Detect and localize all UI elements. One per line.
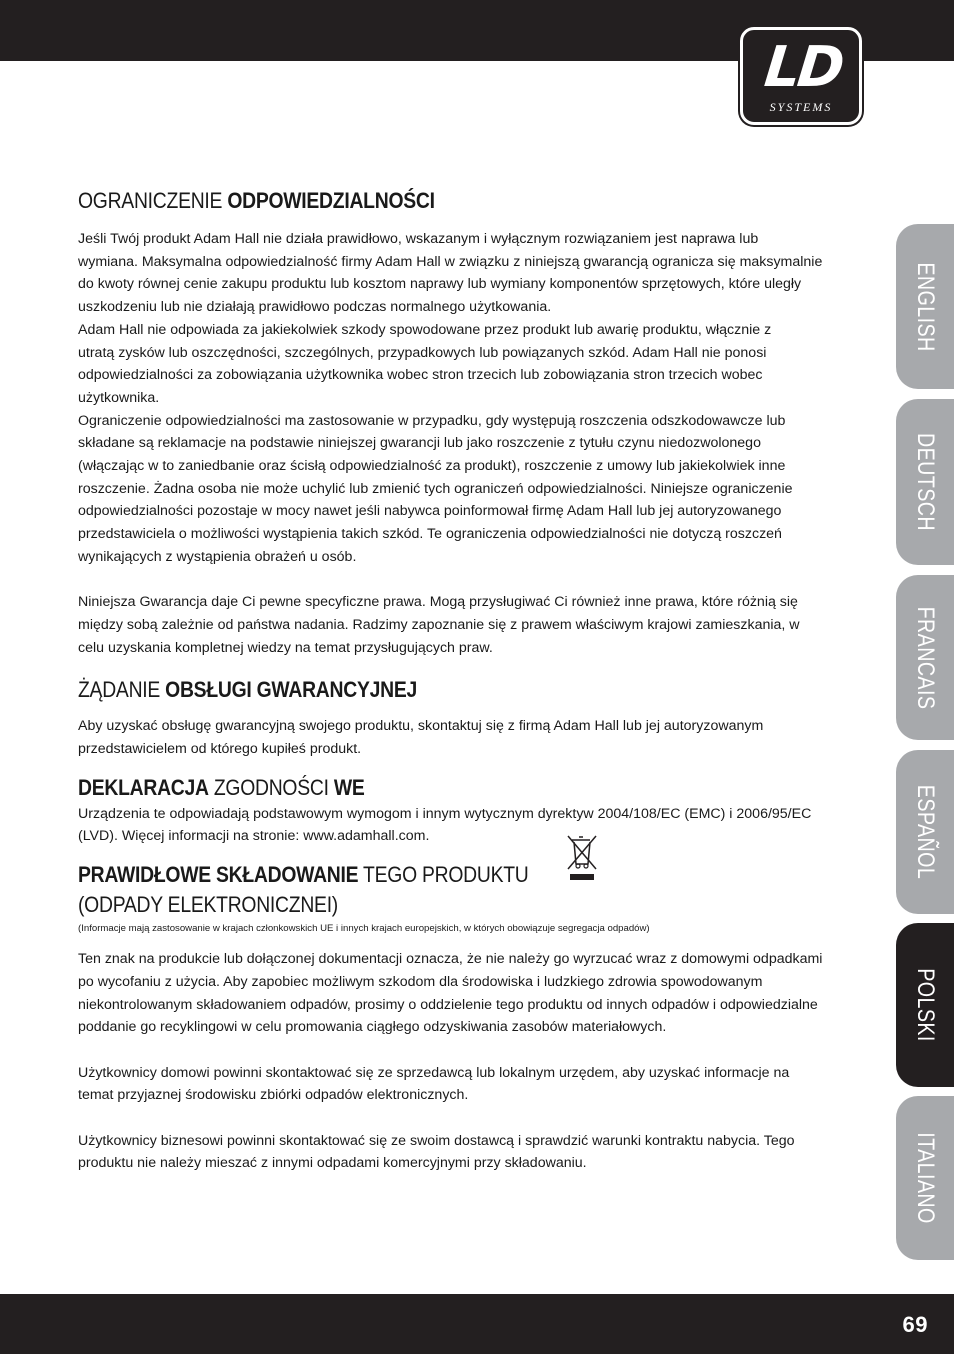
logo-systems-text: SYSTEMS	[769, 100, 833, 114]
ld-systems-logo	[740, 27, 862, 125]
tab-italiano[interactable]: ITALIANO	[896, 1096, 954, 1260]
page-content	[78, 186, 878, 1175]
text-line: między sobą zależnie od państwa nadania. Radzimy zapoznanie się z prawem właściwym krajowi zamieszkania, w	[78, 616, 800, 633]
tab-espanol[interactable]: ESPAÑOL	[896, 750, 954, 914]
declaration-text	[78, 803, 878, 848]
disposal-paragraph-3	[78, 1130, 878, 1175]
crossed-out-wheelie-bin-icon	[566, 834, 598, 882]
disposal-paragraph-2	[78, 1062, 878, 1107]
text-line: po wycofaniu z użycia. Aby zapobiec możliwym szkodom dla środowiska i ludzkiego zdrowia spowodowanym	[78, 973, 763, 990]
tab-english[interactable]: ENGLISH	[896, 224, 954, 389]
text-line: do kwoty równej cenie zakupu produktu lub kosztom naprawy lub wymiany komponentów sprzętowych, które uległy	[78, 276, 802, 293]
text-line: Użytkownicy biznesowi powinni skontaktować się ze swoim dostawcą i sprawdzić warunki kontraktu nabycia. Tego	[78, 1132, 795, 1149]
logo-ld-text: LD	[761, 35, 845, 100]
service-text	[78, 715, 878, 760]
text-line: Urządzenia te odpowiadają podstawowym wymogom i innym wytycznym dyrektyw 2004/108/EC (EMC) i 2006/95/EC	[78, 805, 812, 822]
tab-deutsch[interactable]: DEUTSCH	[896, 399, 954, 565]
tab-francais[interactable]: FRANCAIS	[896, 575, 954, 740]
text-line: Ograniczenie odpowiedzialności ma zastosowanie w przypadku, gdy występują roszczenia odszkodowawcze lub	[78, 412, 786, 429]
disposal-paragraph-1	[78, 948, 878, 1039]
text-line: odpowiedzialności pozostaje w mocy nawet jeśli nabywca poinformował firmę Adam Hall lub jej autoryzowanego	[78, 503, 782, 520]
tab-polski[interactable]: POLSKI	[896, 923, 954, 1087]
text-line: uszkodzeniu lub nie działają prawidłowo podczas normalnego użytkowania.	[78, 299, 552, 316]
text-line: poddanie go recyklingowi w celu promowania ciągłego odzyskiwania zasobów materiałowych.	[78, 1019, 667, 1036]
text-line: temat przyjaznej środowisku zbiórki odpadów elektronicznych.	[78, 1087, 469, 1104]
heading-disposal-line2: (ODPADY ELEKTRONICZNEI)	[78, 892, 338, 918]
text-line: wymiana. Maksymalna odpowiedzialność firmy Adam Hall w związku z niniejszą gwarancją ogranicza się maksymalnie	[78, 253, 823, 270]
text-line: (włączając w to zaniedbanie oraz ścisłą odpowiedzialność za produkt), roszczenie z umowy lub jakiekolwiek inne	[78, 458, 786, 475]
disposal-note: (Informacje mają zastosowanie w krajach członkowskich UE i innych krajach europejskich, w których obowiązuje segregacja odpadów)	[78, 923, 650, 935]
page-number: 69	[902, 1312, 928, 1337]
bottom-bar	[0, 1294, 954, 1354]
text-line: produktu nie należy mieszać z innymi odpadami komercyjnymi przy składowaniu.	[78, 1155, 587, 1172]
text-line: Adam Hall nie odpowiada za jakiekolwiek szkody spowodowane przez produkt lub awarię produktu, włącznie z	[78, 321, 772, 338]
heading-disposal: PRAWIDŁOWE SKŁADOWANIE TEGO PRODUKTU	[78, 862, 529, 888]
text-line: niekontrolowanym składowaniem odpadów, prosimy o oddzielenie tego produktu od innych odpadów i odpowiedzialne	[78, 996, 818, 1013]
text-line: przedstawiciela o możliwości wystąpienia takich szkód. Te ograniczenia odpowiedzialności nie dotyczą roszczeń	[78, 526, 782, 543]
heading-liability: OGRANICZENIE ODPOWIEDZIALNOŚCI	[78, 188, 435, 213]
text-line: składane są reklamacje na podstawie niniejszej gwarancji lub jako roszczenie z tytułu czynu niedozwolonego	[78, 435, 761, 452]
text-line: Użytkownicy domowi powinni skontaktować się ze sprzedawcą lub lokalnym urzędem, aby uzyskać informacje na	[78, 1064, 790, 1081]
liability-text	[78, 228, 878, 569]
rights-text	[78, 591, 878, 659]
text-line: przedstawicielem od którego kupiłeś produkt.	[78, 741, 362, 758]
heading-warranty-service: ŻĄDANIE OBSŁUGI GWARANCYJNEJ	[78, 677, 417, 703]
text-line: użytkownika.	[78, 389, 160, 406]
text-line: celu uzyskania kompletnej wiedzy na temat przysługujących praw.	[78, 639, 493, 656]
text-line: Ten znak na produkcie lub dołączonej dokumentacji oznacza, że nie należy go wyrzucać wraz z domowymi odpadkami	[78, 951, 823, 968]
text-line: utratą zysków lub oszczędności, szczególnych, przypadkowych lub powiązanych szkód. Adam Hall nie ponosi	[78, 344, 767, 361]
heading-declaration: DEKLARACJA ZGODNOŚCI WE	[78, 774, 365, 800]
text-line: odpowiedzialności za zobowiązania użytkownika wobec stron trzecich lub zobowiązania stron trzecich wobec	[78, 367, 763, 384]
text-line: Jeśli Twój produkt Adam Hall nie działa prawidłowo, wskazanym i wyłącznym rozwiązaniem jest naprawa lub	[78, 231, 759, 247]
text-line: Aby uzyskać obsługę gwarancyjną swojego produktu, skontaktuj się z firmą Adam Hall lub jej autoryzowanym	[78, 718, 764, 735]
text-line: Niniejsza Gwarancja daje Ci pewne specyficzne prawa. Mogą przysługiwać Ci również inne prawa, które różnią się	[78, 594, 798, 611]
text-line: wynikających z wystąpienia obrażeń u osób.	[78, 548, 357, 565]
text-line: roszczenie. Żadna osoba nie może uchylić lub zmienić tych ograniczeń odpowiedzialności. Niniejsze ograniczenie	[78, 480, 793, 497]
text-line: (LVD). Więcej informacji na stronie: www.adamhall.com.	[78, 828, 430, 845]
